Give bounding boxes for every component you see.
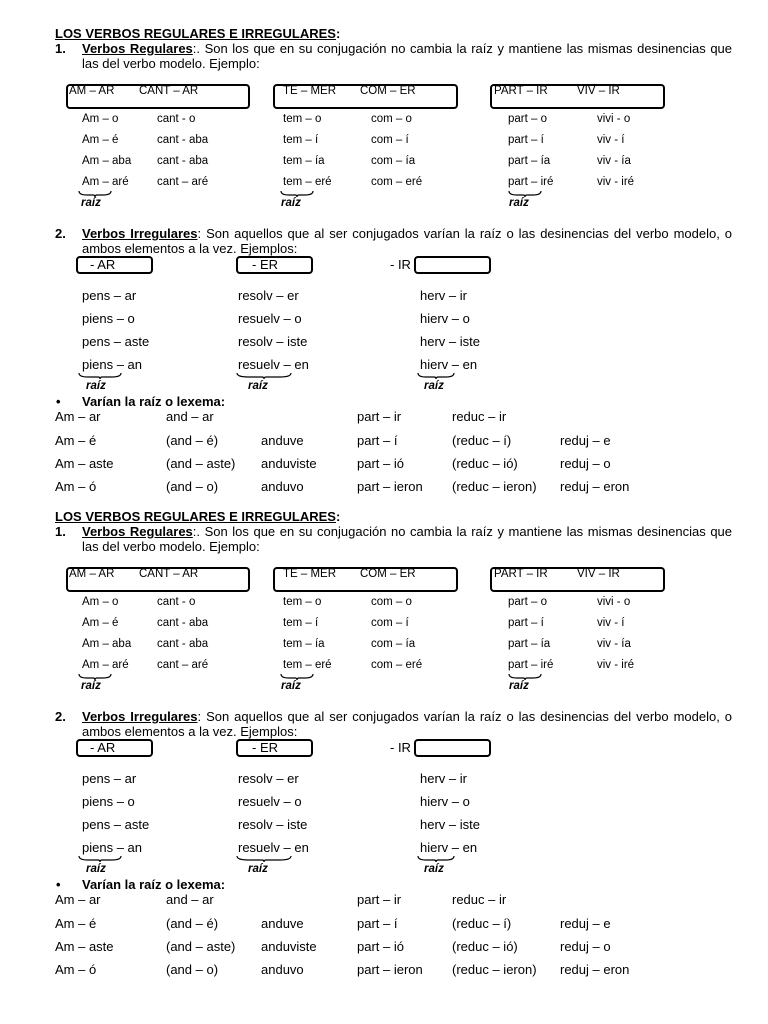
irregular-conjugation-cell: piens – o: [82, 794, 135, 809]
regular-conjugation-cell: tem – í: [283, 134, 319, 146]
regular-conjugation-cell: vivi - o: [597, 113, 631, 125]
section-1-label: Verbos Regulares: [82, 41, 193, 56]
irregular-conjugation-cell: herv – ir: [420, 288, 467, 303]
regular-conjugation-cell: com – eré: [371, 659, 423, 671]
lexema-cell: reduc – ir: [452, 409, 507, 424]
lexema-cell: part – ieron: [357, 479, 423, 494]
header-part-ir: PART – IR: [494, 568, 548, 580]
section-1-paragraph: [82, 41, 732, 71]
lexema-cell: part – ieron: [357, 962, 423, 977]
irregular-conjugation-cell: hierv – o: [420, 794, 470, 809]
raiz-label: raíz: [424, 863, 444, 875]
lexema-cell: anduviste: [261, 939, 317, 954]
lexema-cell: (and – é): [166, 433, 219, 448]
lexema-cell: (reduc – í): [452, 916, 512, 931]
header-cant-ar: CANT – AR: [139, 85, 199, 97]
section-1-text: :. Son los que en su conjugación no cambia la raíz y mantiene las mismas desinencias que las del verbo modelo. Ejemplo:: [82, 524, 733, 554]
regular-conjugation-cell: Am – o: [82, 113, 119, 125]
regular-conjugation-cell: com – ía: [371, 155, 416, 167]
regular-conjugation-cell: Am – aré: [82, 659, 129, 671]
lexema-cell: (and – é): [166, 916, 219, 931]
irregular-conjugation-cell: resolv – er: [238, 771, 299, 786]
irregular-conjugation-cell: herv – ir: [420, 771, 467, 786]
section-1-text: :. Son los que en su conjugación no cambia la raíz y mantiene las mismas desinencias que las del verbo modelo. Ejemplo:: [82, 41, 733, 71]
lexema-cell: anduve: [261, 916, 304, 931]
regular-conjugation-cell: cant - o: [157, 113, 196, 125]
raiz-label: raíz: [86, 380, 106, 392]
irregular-conjugation-cell: herv – iste: [420, 334, 480, 349]
header-te-mer: TE – MER: [283, 568, 337, 580]
section-2-text: : Son aquellos que al ser conjugados varían la raíz o las desinencias del verbo modelo, o ambos elementos a la vez. Ejemplos:: [82, 709, 733, 739]
lexema-cell: reduj – o: [560, 939, 611, 954]
regular-conjugation-cell: tem – o: [283, 596, 322, 608]
regular-conjugation-cell: cant - aba: [157, 638, 209, 650]
regular-conjugation-cell: tem – ía: [283, 155, 325, 167]
regular-conjugation-cell: viv - ía: [597, 155, 631, 167]
ir-ending-box: [414, 739, 491, 757]
header-com-er: COM – ER: [360, 85, 416, 97]
irregular-conjugation-cell: hierv – o: [420, 311, 470, 326]
regular-conjugation-cell: cant - o: [157, 596, 196, 608]
section-1-number: 1.: [55, 41, 66, 56]
regular-conjugation-cell: com – í: [371, 617, 409, 629]
header-viv-ir: VIV – IR: [577, 568, 620, 580]
regular-conjugation-cell: Am – aba: [82, 155, 132, 167]
regular-conjugation-cell: viv - iré: [597, 176, 635, 188]
irregular-conjugation-cell: herv – iste: [420, 817, 480, 832]
irregular-conjugation-cell: resolv – iste: [238, 334, 308, 349]
bullet-icon: •: [56, 877, 61, 892]
lexema-cell: (reduc – ió): [452, 939, 518, 954]
page-title: LOS VERBOS REGULARES E IRREGULARES:: [55, 26, 341, 41]
lexema-cell: anduviste: [261, 456, 317, 471]
regular-conjugation-cell: part – iré: [508, 176, 554, 188]
ir-ending-label: - IR: [390, 257, 411, 272]
lexema-cell: anduve: [261, 433, 304, 448]
regular-conjugation-cell: cant - aba: [157, 617, 209, 629]
regular-conjugation-cell: cant - aba: [157, 155, 209, 167]
raiz-label: raíz: [509, 197, 529, 209]
lexema-cell: Am – ó: [55, 962, 97, 977]
regular-conjugation-cell: tem – eré: [283, 659, 332, 671]
header-te-mer: TE – MER: [283, 85, 337, 97]
raiz-label: raíz: [424, 380, 444, 392]
irregular-conjugation-cell: piens – an: [82, 357, 142, 372]
irregular-conjugation-cell: resuelv – en: [238, 357, 309, 372]
lexema-cell: Am – aste: [55, 939, 114, 954]
lexema-cell: part – ió: [357, 939, 404, 954]
page-title: LOS VERBOS REGULARES E IRREGULARES:: [55, 509, 341, 524]
section-2-number: 2.: [55, 709, 66, 724]
raiz-label: raíz: [281, 680, 301, 692]
regular-conjugation-cell: part – í: [508, 134, 544, 146]
lexema-cell: Am – é: [55, 916, 97, 931]
irregular-conjugation-cell: pens – ar: [82, 771, 137, 786]
regular-conjugation-cell: com – ía: [371, 638, 416, 650]
section-2-paragraph: [82, 709, 732, 739]
lexema-cell: reduj – eron: [560, 479, 630, 494]
section-1-label: Verbos Regulares: [82, 524, 193, 539]
er-ending-label: - ER: [252, 740, 278, 755]
section-2-paragraph: [82, 226, 732, 256]
regular-conjugation-cell: com – o: [371, 113, 412, 125]
lexema-cell: (and – aste): [166, 456, 236, 471]
bullet-icon: •: [56, 394, 61, 409]
lexema-cell: reduj – eron: [560, 962, 630, 977]
lexema-cell: and – ar: [166, 409, 214, 424]
raiz-label: raíz: [81, 197, 101, 209]
ar-ending-label: - AR: [90, 257, 116, 272]
section-1-paragraph: [82, 524, 732, 554]
ir-ending-box: [414, 256, 491, 274]
irregular-conjugation-cell: resolv – er: [238, 288, 299, 303]
raiz-label: raíz: [281, 197, 301, 209]
regular-conjugation-cell: viv - í: [597, 617, 625, 629]
lexema-cell: part – í: [357, 916, 398, 931]
lexema-cell: Am – ó: [55, 479, 97, 494]
regular-conjugation-cell: com – eré: [371, 176, 423, 188]
section-1-number: 1.: [55, 524, 66, 539]
lexema-cell: Am – ar: [55, 892, 101, 907]
regular-conjugation-cell: viv - iré: [597, 659, 635, 671]
irregular-conjugation-cell: pens – aste: [82, 817, 150, 832]
irregular-conjugation-cell: pens – aste: [82, 334, 150, 349]
lexema-cell: (and – aste): [166, 939, 236, 954]
header-cant-ar: CANT – AR: [139, 568, 199, 580]
regular-conjugation-cell: viv - ía: [597, 638, 631, 650]
header-com-er: COM – ER: [360, 568, 416, 580]
regular-conjugation-cell: part – iré: [508, 659, 554, 671]
ar-ending-label: - AR: [90, 740, 116, 755]
regular-conjugation-cell: part – ía: [508, 638, 551, 650]
section-2-text: : Son aquellos que al ser conjugados varían la raíz o las desinencias del verbo modelo, o ambos elementos a la vez. Ejemplos:: [82, 226, 733, 256]
lexema-cell: anduvo: [261, 962, 304, 977]
lexema-cell: Am – aste: [55, 456, 114, 471]
lexema-cell: reduj – e: [560, 433, 611, 448]
lexema-cell: (and – o): [166, 962, 219, 977]
regular-conjugation-cell: tem – eré: [283, 176, 332, 188]
irregular-conjugation-cell: hierv – en: [420, 840, 478, 855]
section-2-label: Verbos Irregulares: [82, 226, 198, 241]
section-2-label: Verbos Irregulares: [82, 709, 198, 724]
section-2-number: 2.: [55, 226, 66, 241]
lexema-cell: reduc – ir: [452, 892, 507, 907]
regular-conjugation-cell: part – í: [508, 617, 544, 629]
lexema-cell: and – ar: [166, 892, 214, 907]
lexema-heading: Varían la raíz o lexema:: [82, 394, 226, 409]
lexema-cell: (reduc – ieron): [452, 962, 537, 977]
irregular-conjugation-cell: resuelv – o: [238, 311, 302, 326]
regular-conjugation-cell: part – o: [508, 596, 547, 608]
regular-conjugation-cell: Am – aré: [82, 176, 129, 188]
regular-conjugation-cell: cant – aré: [157, 659, 209, 671]
header-viv-ir: VIV – IR: [577, 85, 620, 97]
lexema-cell: (and – o): [166, 479, 219, 494]
regular-conjugation-cell: part – ía: [508, 155, 551, 167]
header-am-ar: AM – AR: [69, 85, 115, 97]
irregular-conjugation-cell: hierv – en: [420, 357, 478, 372]
regular-conjugation-cell: Am – o: [82, 596, 119, 608]
raiz-label: raíz: [248, 380, 268, 392]
raiz-label: raíz: [509, 680, 529, 692]
raiz-label: raíz: [86, 863, 106, 875]
header-am-ar: AM – AR: [69, 568, 115, 580]
regular-conjugation-cell: cant – aré: [157, 176, 209, 188]
lexema-cell: part – ir: [357, 409, 402, 424]
lexema-cell: (reduc – ió): [452, 456, 518, 471]
regular-conjugation-cell: Am – aba: [82, 638, 132, 650]
ir-ending-label: - IR: [390, 740, 411, 755]
lexema-cell: part – í: [357, 433, 398, 448]
irregular-conjugation-cell: resuelv – en: [238, 840, 309, 855]
lexema-heading: Varían la raíz o lexema:: [82, 877, 226, 892]
worksheet-copy: [0, 0, 768, 494]
regular-conjugation-cell: com – í: [371, 134, 409, 146]
lexema-cell: part – ir: [357, 892, 402, 907]
lexema-cell: reduj – e: [560, 916, 611, 931]
lexema-cell: (reduc – í): [452, 433, 512, 448]
raiz-label: raíz: [248, 863, 268, 875]
regular-conjugation-cell: viv - í: [597, 134, 625, 146]
irregular-conjugation-cell: resuelv – o: [238, 794, 302, 809]
lexema-cell: reduj – o: [560, 456, 611, 471]
lexema-cell: part – ió: [357, 456, 404, 471]
regular-conjugation-cell: Am – é: [82, 617, 119, 629]
raiz-label: raíz: [81, 680, 101, 692]
regular-conjugation-cell: cant - aba: [157, 134, 209, 146]
regular-conjugation-cell: tem – ía: [283, 638, 325, 650]
regular-conjugation-cell: tem – í: [283, 617, 319, 629]
header-part-ir: PART – IR: [494, 85, 548, 97]
regular-conjugation-cell: part – o: [508, 113, 547, 125]
worksheet-copy: [0, 483, 768, 977]
regular-conjugation-cell: vivi - o: [597, 596, 631, 608]
er-ending-label: - ER: [252, 257, 278, 272]
regular-conjugation-cell: com – o: [371, 596, 412, 608]
irregular-conjugation-cell: pens – ar: [82, 288, 137, 303]
lexema-cell: anduvo: [261, 479, 304, 494]
irregular-conjugation-cell: piens – o: [82, 311, 135, 326]
irregular-conjugation-cell: piens – an: [82, 840, 142, 855]
irregular-conjugation-cell: resolv – iste: [238, 817, 308, 832]
regular-conjugation-cell: tem – o: [283, 113, 322, 125]
lexema-cell: Am – é: [55, 433, 97, 448]
lexema-cell: (reduc – ieron): [452, 479, 537, 494]
regular-conjugation-cell: Am – é: [82, 134, 119, 146]
lexema-cell: Am – ar: [55, 409, 101, 424]
